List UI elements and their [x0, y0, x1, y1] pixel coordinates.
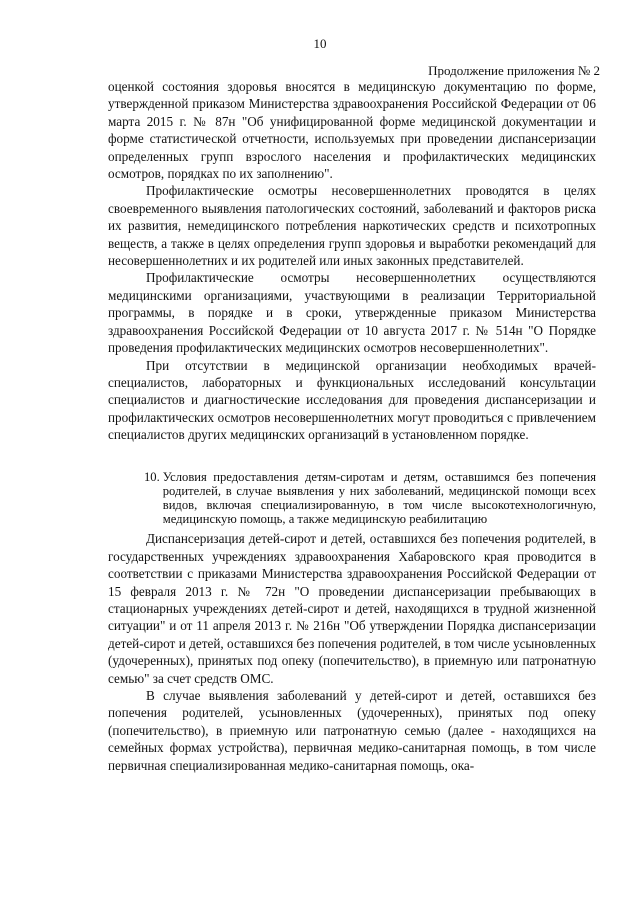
paragraph-orphans-disease-detection: В случае выявления заболеваний у детей-сирот и детей, оставшихся без попечения родителей, усыновленных (удочеренных), принятых под опеку (попечительство), в приемную или патронатную семью (далее - находящихся на семейных формах устройства), первичная медико-санитарная помощь, в том числе первичная специализированная медико-санитарная помощь, ока- [108, 688, 596, 773]
page-number: 10 [313, 36, 327, 51]
section-title: Условия предоставления детям-сиротам и детям, оставшимся без попечения родителей, в случае выявления у них заболеваний, медицинской помощи всех видов, включая специализированную, в том числе высокотехнологичную, медицинскую помощь, а также медицинскую реабилитацию [162, 469, 596, 527]
paragraph-preventive-exams-purpose: Профилактические осмотры несовершеннолетних проводятся в целях своевременного выявления патологических состояний, заболеваний и факторов риска их развития, немедицинского потребления наркотических средств и психотропных веществ, а также в целях определения групп здоровья и выработки рекомендаций для несовершеннолетних и их родителей или иных законных представителей. [108, 183, 596, 269]
document-body [108, 78, 596, 774]
appendix-continuation-note: Продолжение приложения № 2 [428, 63, 600, 78]
paragraph-orphans-dispensarization: Диспансеризация детей-сирот и детей, оставшихся без попечения родителей, в государственных учреждениях здравоохранения Хабаровского края проводится в соответствии с приказами Министерства здравоохранения Российской Федерации от 15 февраля 2013 г. № 72н "О проведении диспансеризации пребывающих в стационарных учреждениях детей-сирот и детей, находящихся в трудной жизненной ситуации" и от 11 апреля 2013 г. № 216н "Об утверждении Порядка диспансеризации детей-сирот и детей, оставшихся без попечения родителей, в том числе усыновленных (удочеренных), принятых под опеку (попечительство), в приемную или патронатную семью" за счет средств ОМС. [108, 531, 596, 686]
paragraph-absence-of-specialists: При отсутствии в медицинской организации необходимых врачей-специалистов, лабораторных и функциональных исследований консультации специалистов и диагностические исследования для проведения диспансеризации и профилактических осмотров несовершеннолетних могут проводиться с привлечением специалистов других медицинских организаций в установленном порядке. [108, 357, 596, 443]
section-heading [108, 470, 596, 527]
paragraph-health-assessment-continuation: оценкой состояния здоровья вносятся в медицинскую документацию по форме, утвержденной приказом Министерства здравоохранения Российской Федерации от 06 марта 2015 г. № 87н "Об унифицированной форме медицинской документации и форме статистической отчетности, используемых при проведении диспансеризации определенных групп взрослого населения и профилактических медицинских осмотров, порядках по их заполнению". [108, 79, 596, 182]
paragraph-preventive-exams-organizations: Профилактические осмотры несовершеннолетних осуществляются медицинскими организациями, участвующими в реализации Территориальной программы, в порядке и в сроки, утвержденные приказом Министерства здравоохранения Российской Федерации от 10 августа 2017 г. № 514н "О Порядке проведения профилактических медицинских осмотров несовершеннолетних". [108, 270, 596, 356]
section-number: 10. [144, 469, 160, 484]
